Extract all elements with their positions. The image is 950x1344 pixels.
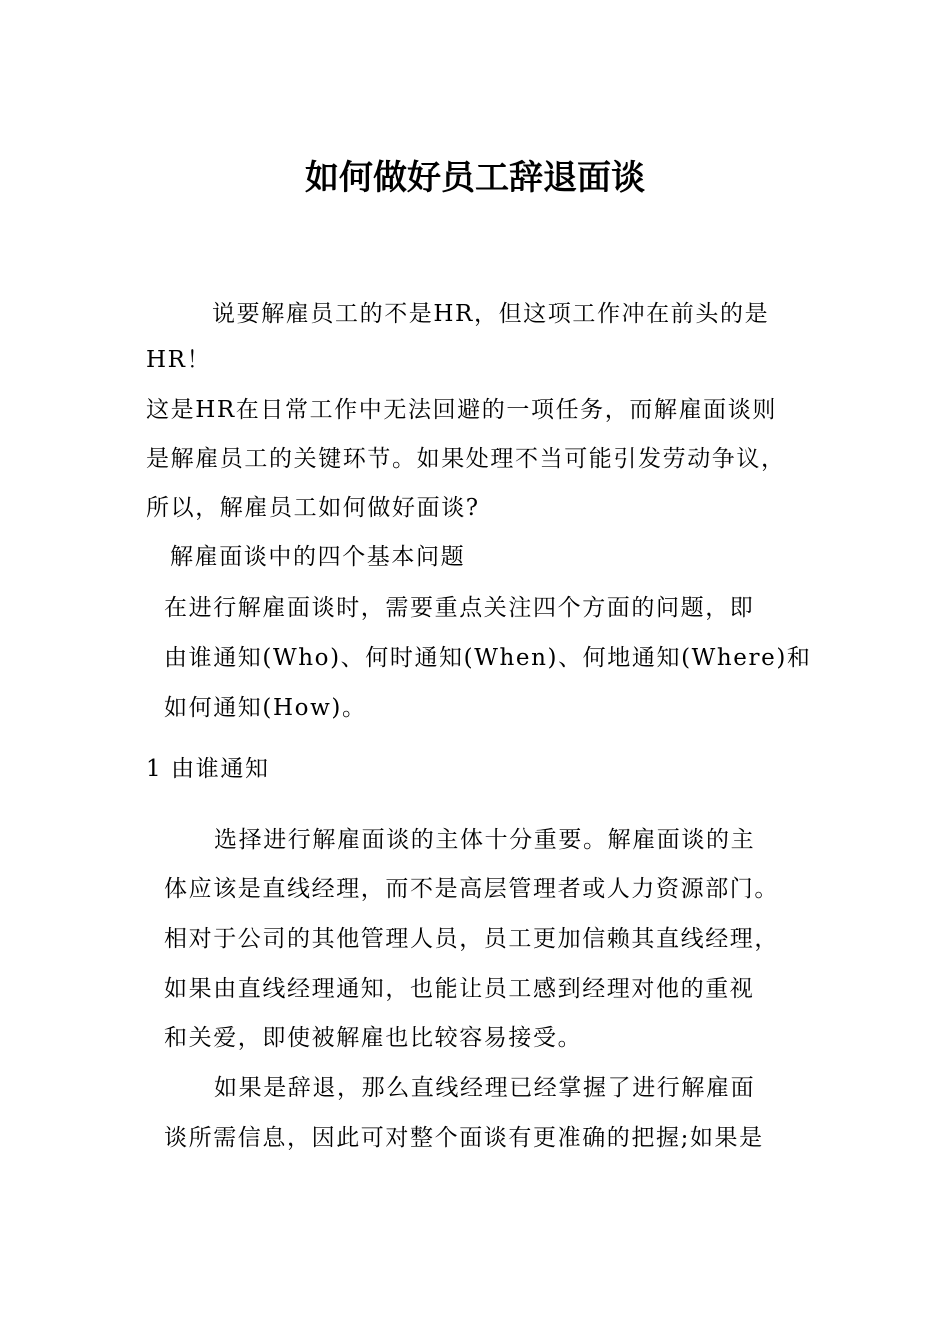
paragraph-line: 选择进行解雇面谈的主体十分重要。解雇面谈的主: [214, 827, 756, 853]
paragraph-line: 如果由直线经理通知，也能让员工感到经理对他的重视: [164, 976, 755, 1002]
intro-line: 所以，解雇员工如何做好面谈?: [146, 495, 480, 521]
paragraph-line: 如果是辞退，那么直线经理已经掌握了进行解雇面: [214, 1075, 756, 1101]
section-body-line: 由谁通知(Who)、何时通知(When)、何地通知(Where)和: [164, 645, 812, 671]
paragraph-line: 和关爱，即使被解雇也比较容易接受。: [164, 1025, 583, 1051]
intro-line: 是解雇员工的关键环节。如果处理不当可能引发劳动争议，: [146, 446, 786, 472]
paragraph-line: 相对于公司的其他管理人员，员工更加信赖其直线经理，: [164, 926, 779, 952]
intro-line: 说要解雇员工的不是HR，但这项工作冲在前头的是: [212, 301, 770, 327]
section-body-line: 在进行解雇面谈时，需要重点关注四个方面的问题，即: [164, 595, 755, 621]
document-title: 如何做好员工辞退面谈: [305, 158, 645, 198]
paragraph-line: 体应该是直线经理，而不是高层管理者或人力资源部门。: [164, 876, 779, 902]
subsection-heading: 1 由谁通知: [146, 756, 270, 782]
intro-line: HR！: [146, 347, 212, 373]
section-body-line: 如何通知(How)。: [164, 695, 367, 721]
intro-line: 这是HR在日常工作中无法回避的一项任务，而解雇面谈则: [146, 397, 777, 423]
paragraph-line: 谈所需信息，因此可对整个面谈有更准确的把握;如果是: [164, 1125, 764, 1151]
section-heading: 解雇面谈中的四个基本问题: [170, 544, 466, 570]
